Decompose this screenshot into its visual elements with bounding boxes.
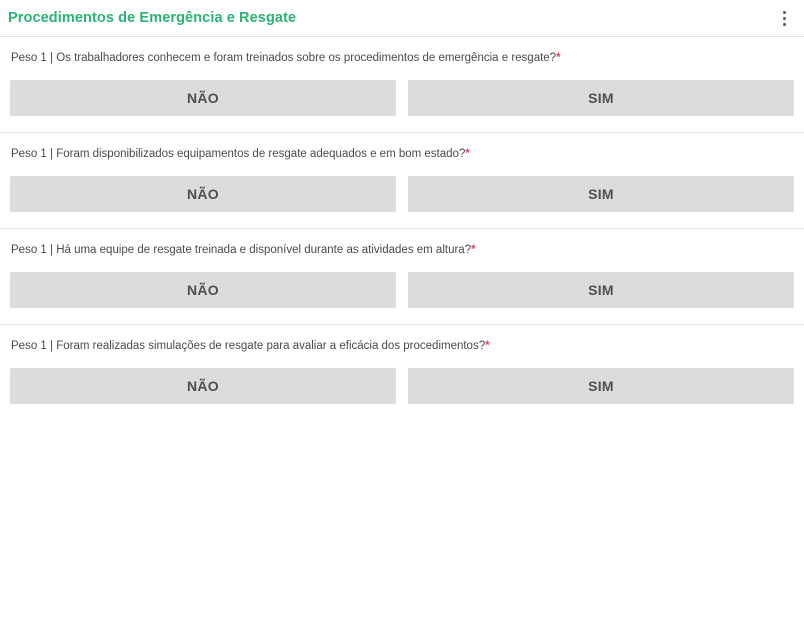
answer-options — [8, 368, 796, 404]
page-title: Procedimentos de Emergência e Resgate — [8, 10, 297, 26]
kebab-dot-2 — [783, 17, 786, 20]
option-sim-button[interactable]: SIM — [408, 272, 794, 308]
answer-options — [8, 176, 796, 212]
question-text: Foram disponibilizados equipamentos de resgate adequados e em bom estado? — [56, 147, 466, 160]
answer-options — [8, 272, 796, 308]
question-weight: Peso 1 | — [11, 147, 57, 160]
answer-options — [8, 80, 796, 116]
required-marker: * — [471, 243, 476, 256]
question-weight: Peso 1 | — [11, 52, 57, 64]
question-text: Os trabalhadores conhecem e foram treinados sobre os procedimentos de emergência e resgate? — [56, 52, 557, 64]
question-item — [0, 229, 804, 325]
question-text: Foram realizadas simulações de resgate para avaliar a eficácia dos procedimentos? — [56, 339, 486, 352]
kebab-dot-1 — [783, 11, 786, 14]
question-text: Há uma equipe de resgate treinada e disponível durante as atividades em altura? — [56, 243, 472, 256]
option-nao-button[interactable]: NÃO — [10, 272, 396, 308]
option-nao-button[interactable]: NÃO — [10, 368, 396, 404]
option-sim-button[interactable]: SIM — [408, 80, 794, 116]
question-item — [0, 37, 804, 133]
question-weight: Peso 1 | — [11, 243, 57, 256]
option-nao-button[interactable]: NÃO — [10, 80, 396, 116]
question-label — [11, 51, 796, 66]
option-sim-button[interactable]: SIM — [408, 368, 794, 404]
option-nao-button[interactable]: NÃO — [10, 176, 396, 212]
required-marker: * — [556, 52, 561, 64]
question-label — [11, 339, 796, 354]
question-item — [0, 325, 804, 420]
kebab-dot-3 — [783, 23, 786, 26]
question-weight: Peso 1 | — [11, 339, 57, 352]
question-label — [11, 147, 796, 162]
required-marker: * — [485, 339, 490, 352]
question-item — [0, 133, 804, 229]
kebab-menu-icon[interactable] — [774, 7, 794, 29]
section-header — [0, 0, 804, 37]
required-marker: * — [465, 147, 470, 160]
question-label — [11, 243, 796, 258]
option-sim-button[interactable]: SIM — [408, 176, 794, 212]
